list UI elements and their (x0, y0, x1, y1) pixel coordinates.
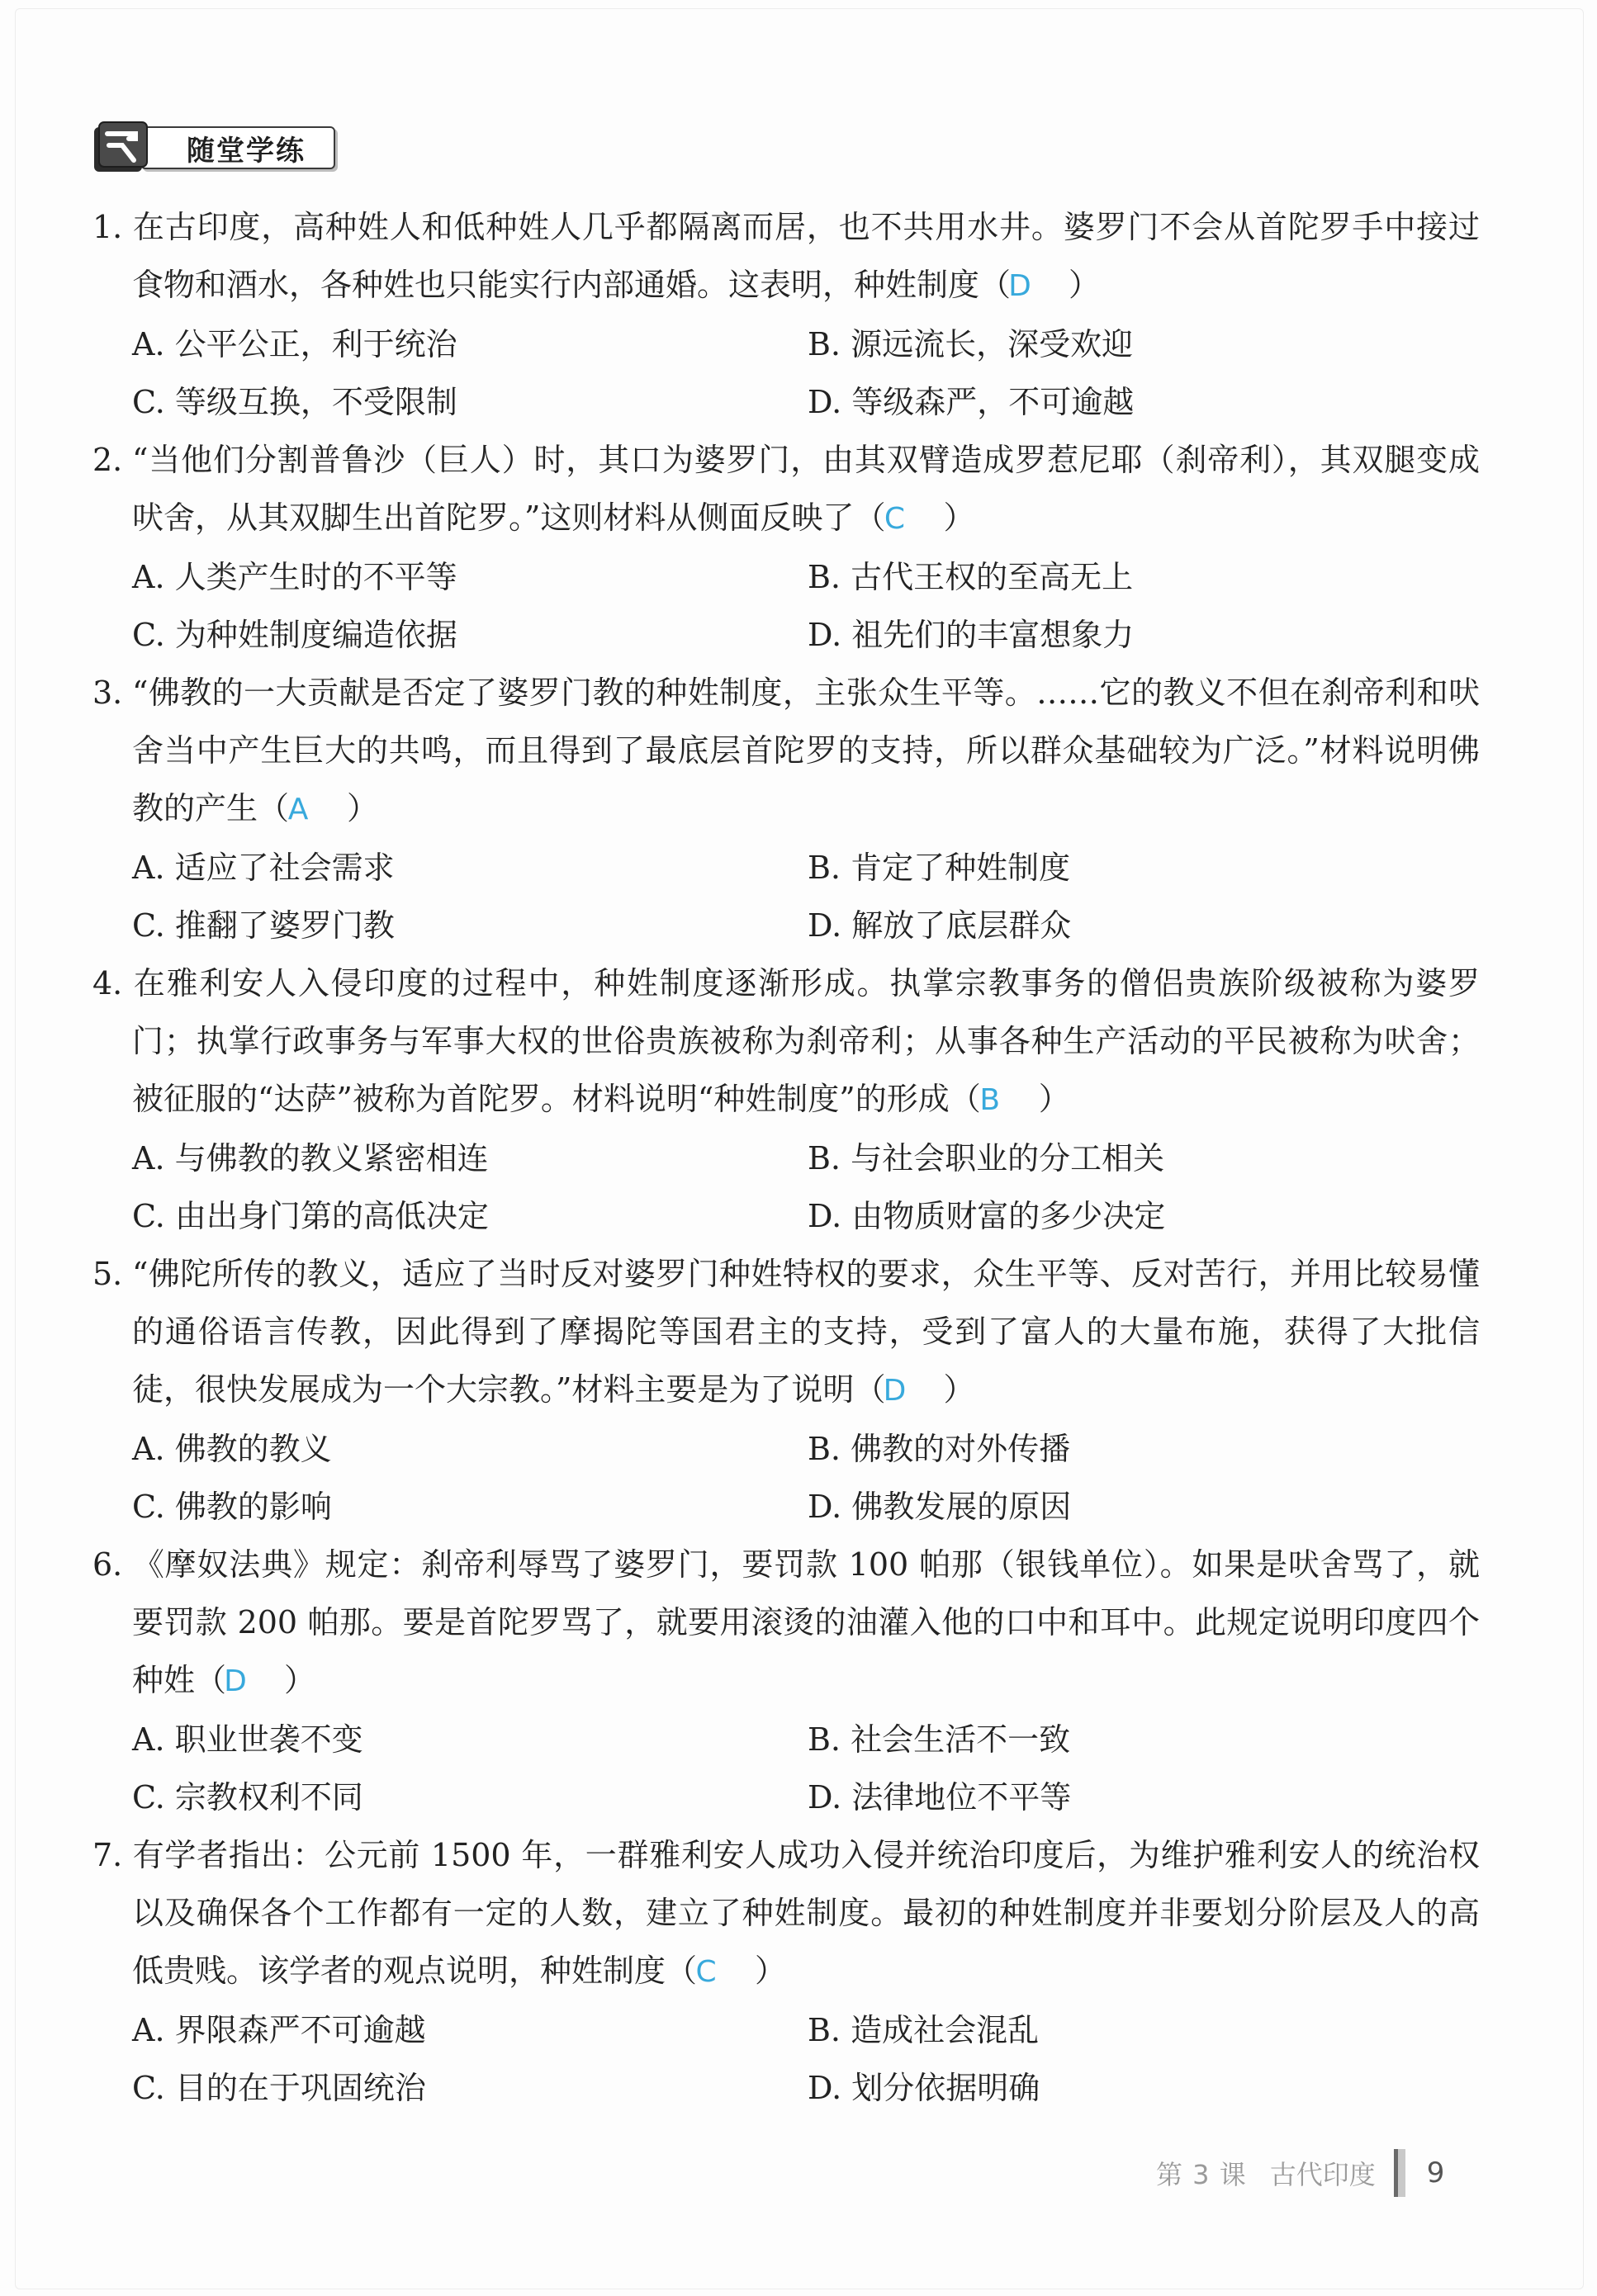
lesson-number: 第 3 课 (1156, 2159, 1247, 2190)
question-text: 在古印度，高种姓人和低种姓人几乎都隔离而居，也不共用水井。婆罗门不会从首陀罗手中接过食物和酒水，各种姓也只能实行内部通婚。这表明，种姓制度 (132, 209, 1480, 303)
question-stem: 6. 《摩奴法典》规定：刹帝利辱骂了婆罗门，要罚款 100 帕那（银钱单位）。如果是吠舍骂了，就要罚款 200 帕那。要是首陀罗骂了，就要用滚烫的油灌入他的口中和耳中。此规定说明印度四个种姓（D ） (92, 1536, 1480, 1711)
option-c: C. 为种姓制度编造依据 (132, 617, 457, 653)
option-grid (92, 1129, 1480, 1245)
option-grid (92, 1420, 1480, 1536)
option-b: B. 造成社会混乱 (808, 2012, 1040, 2048)
option-a: A. 佛教的教义 (132, 1431, 332, 1467)
option-grid (92, 315, 1480, 431)
question-text: “当他们分割普鲁沙（巨人）时，其口为婆罗门，由其双臂造成罗惹尼耶（刹帝利），其双腿变成吠舍，从其双脚生出首陀罗。”这则材料从侧面反映了 (132, 442, 1480, 536)
answer-mark: C (695, 1955, 717, 1989)
question-2 (92, 431, 1480, 664)
question-number: 7. (92, 1837, 123, 1873)
option-b: B. 肯定了种姓制度 (808, 850, 1071, 886)
option-d: D. 祖先们的丰富想象力 (808, 617, 1135, 653)
option-b: B. 古代王权的至高无上 (808, 559, 1134, 595)
option-a: A. 适应了社会需求 (132, 850, 395, 886)
option-d: D. 划分依据明确 (808, 2070, 1040, 2106)
question-number: 4. (92, 965, 123, 1001)
question-number: 3. (92, 675, 123, 711)
option-grid (92, 2001, 1480, 2117)
question-number: 6. (92, 1546, 123, 1583)
option-b: B. 与社会职业的分工相关 (808, 1140, 1165, 1176)
question-number: 5. (92, 1256, 123, 1292)
option-d: D. 由物质财富的多少决定 (808, 1198, 1166, 1234)
option-c: C. 由出身门第的高低决定 (132, 1198, 489, 1234)
option-a: A. 公平公正，利于统治 (132, 326, 457, 362)
page-footer (1156, 2148, 1444, 2198)
option-c: C. 佛教的影响 (132, 1489, 332, 1525)
lesson-title: 古代印度 (1269, 2159, 1376, 2190)
question-text: 《摩奴法典》规定：刹帝利辱骂了婆罗门，要罚款 100 帕那（银钱单位）。如果是吠舍骂了，就要罚款 200 帕那。要是首陀罗骂了，就要用滚烫的油灌入他的口中和耳中。此规定说明印度四个种姓 (132, 1546, 1480, 1698)
option-d: D. 解放了底层群众 (808, 907, 1072, 944)
answer-mark: D (224, 1664, 247, 1698)
question-stem: 4. 在雅利安人入侵印度的过程中，种姓制度逐渐形成。执掌宗教事务的僧侣贵族阶级被称为婆罗门；执掌行政事务与军事大权的世俗贵族被称为刹帝利；从事各种生产活动的平民被称为吠舍；被征服的“达萨”被称为首陀罗。材料说明“种姓制度”的形成（B ） (92, 954, 1480, 1129)
option-c: C. 目的在于巩固统治 (132, 2070, 426, 2106)
answer-mark: D (1008, 269, 1031, 303)
question-number: 1. (92, 209, 123, 245)
answer-mark: D (883, 1374, 907, 1408)
question-3 (92, 664, 1480, 954)
question-7 (92, 1826, 1480, 2117)
option-a: A. 与佛教的教义紧密相连 (132, 1140, 489, 1176)
option-grid (92, 839, 1480, 954)
option-a: A. 人类产生时的不平等 (132, 559, 457, 595)
option-a: A. 职业世袭不变 (132, 1721, 363, 1758)
question-text: 在雅利安人入侵印度的过程中，种姓制度逐渐形成。执掌宗教事务的僧侣贵族阶级被称为婆罗门；执掌行政事务与军事大权的世俗贵族被称为刹帝利；从事各种生产活动的平民被称为吠舍；被征服的“达萨”被称为首陀罗。材料说明“种姓制度”的形成 (132, 965, 1480, 1117)
question-text: 有学者指出：公元前 1500 年，一群雅利安人成功入侵并统治印度后，为维护雅利安人的统治权以及确保各个工作都有一定的人数，建立了种姓制度。最初的种姓制度并非要划分阶层及人的高低贵贱。该学者的观点说明，种姓制度 (132, 1837, 1480, 1989)
page-number: 9 (1426, 2156, 1445, 2189)
question-text: “佛陀所传的教义，适应了当时反对婆罗门种姓特权的要求，众生平等、反对苦行，并用比较易懂的通俗语言传教，因此得到了摩揭陀等国君主的支持，受到了富人的大量布施，获得了大批信徒，很快发展成为一个大宗教。”材料主要是为了说明 (132, 1256, 1480, 1408)
option-b: B. 源远流长，深受欢迎 (808, 326, 1134, 362)
option-c: C. 推翻了婆罗门教 (132, 907, 395, 944)
answer-mark: A (287, 793, 309, 826)
option-b: B. 社会生活不一致 (808, 1721, 1071, 1758)
option-d: D. 佛教发展的原因 (808, 1489, 1072, 1525)
footer-divider (1394, 2149, 1405, 2197)
option-d: D. 法律地位不平等 (808, 1779, 1072, 1815)
question-1 (92, 198, 1480, 431)
question-stem: 7. 有学者指出：公元前 1500 年，一群雅利安人成功入侵并统治印度后，为维护雅利安人的统治权以及确保各个工作都有一定的人数，建立了种姓制度。最初的种姓制度并非要划分阶层及人的高低贵贱。该学者的观点说明，种姓制度（C ） (92, 1826, 1480, 2001)
question-4 (92, 954, 1480, 1245)
answer-mark: B (979, 1083, 1001, 1117)
question-text: “佛教的一大贡献是否定了婆罗门教的种姓制度，主张众生平等。……它的教义不但在刹帝利和吠舍当中产生巨大的共鸣，而且得到了最底层首陀罗的支持，所以群众基础较为广泛。”材料说明佛教的产生 (132, 675, 1480, 826)
option-a: A. 界限森严不可逾越 (132, 2012, 426, 2048)
question-number: 2. (92, 442, 123, 478)
question-stem: 3. “佛教的一大贡献是否定了婆罗门教的种姓制度，主张众生平等。……它的教义不但在刹帝利和吠舍当中产生巨大的共鸣，而且得到了最底层首陀罗的支持，所以群众基础较为广泛。”材料说明佛教的产生（A ） (92, 664, 1480, 839)
option-grid (92, 548, 1480, 664)
question-stem: 1. 在古印度，高种姓人和低种姓人几乎都隔离而居，也不共用水井。婆罗门不会从首陀罗手中接过食物和酒水，各种姓也只能实行内部通婚。这表明，种姓制度（D ） (92, 198, 1480, 315)
section-title: 随堂学练 (140, 126, 335, 169)
answer-mark: C (884, 502, 906, 536)
option-grid (92, 1711, 1480, 1826)
question-5 (92, 1245, 1480, 1536)
question-6 (92, 1536, 1480, 1826)
option-d: D. 等级森严，不可逾越 (808, 384, 1135, 420)
section-header (92, 121, 335, 175)
question-stem: 5. “佛陀所传的教义，适应了当时反对婆罗门种姓特权的要求，众生平等、反对苦行，并用比较易懂的通俗语言传教，因此得到了摩揭陀等国君主的支持，受到了富人的大量布施，获得了大批信徒，很快发展成为一个大宗教。”材料主要是为了说明（D ） (92, 1245, 1480, 1420)
option-b: B. 佛教的对外传播 (808, 1431, 1071, 1467)
question-list (92, 198, 1480, 2117)
question-stem: 2. “当他们分割普鲁沙（巨人）时，其口为婆罗门，由其双臂造成罗惹尼耶（刹帝利），其双腿变成吠舍，从其双脚生出首陀罗。”这则材料从侧面反映了（C ） (92, 431, 1480, 548)
practice-arrow-icon (92, 121, 160, 175)
option-c: C. 等级互换，不受限制 (132, 384, 457, 420)
option-c: C. 宗教权利不同 (132, 1779, 363, 1815)
